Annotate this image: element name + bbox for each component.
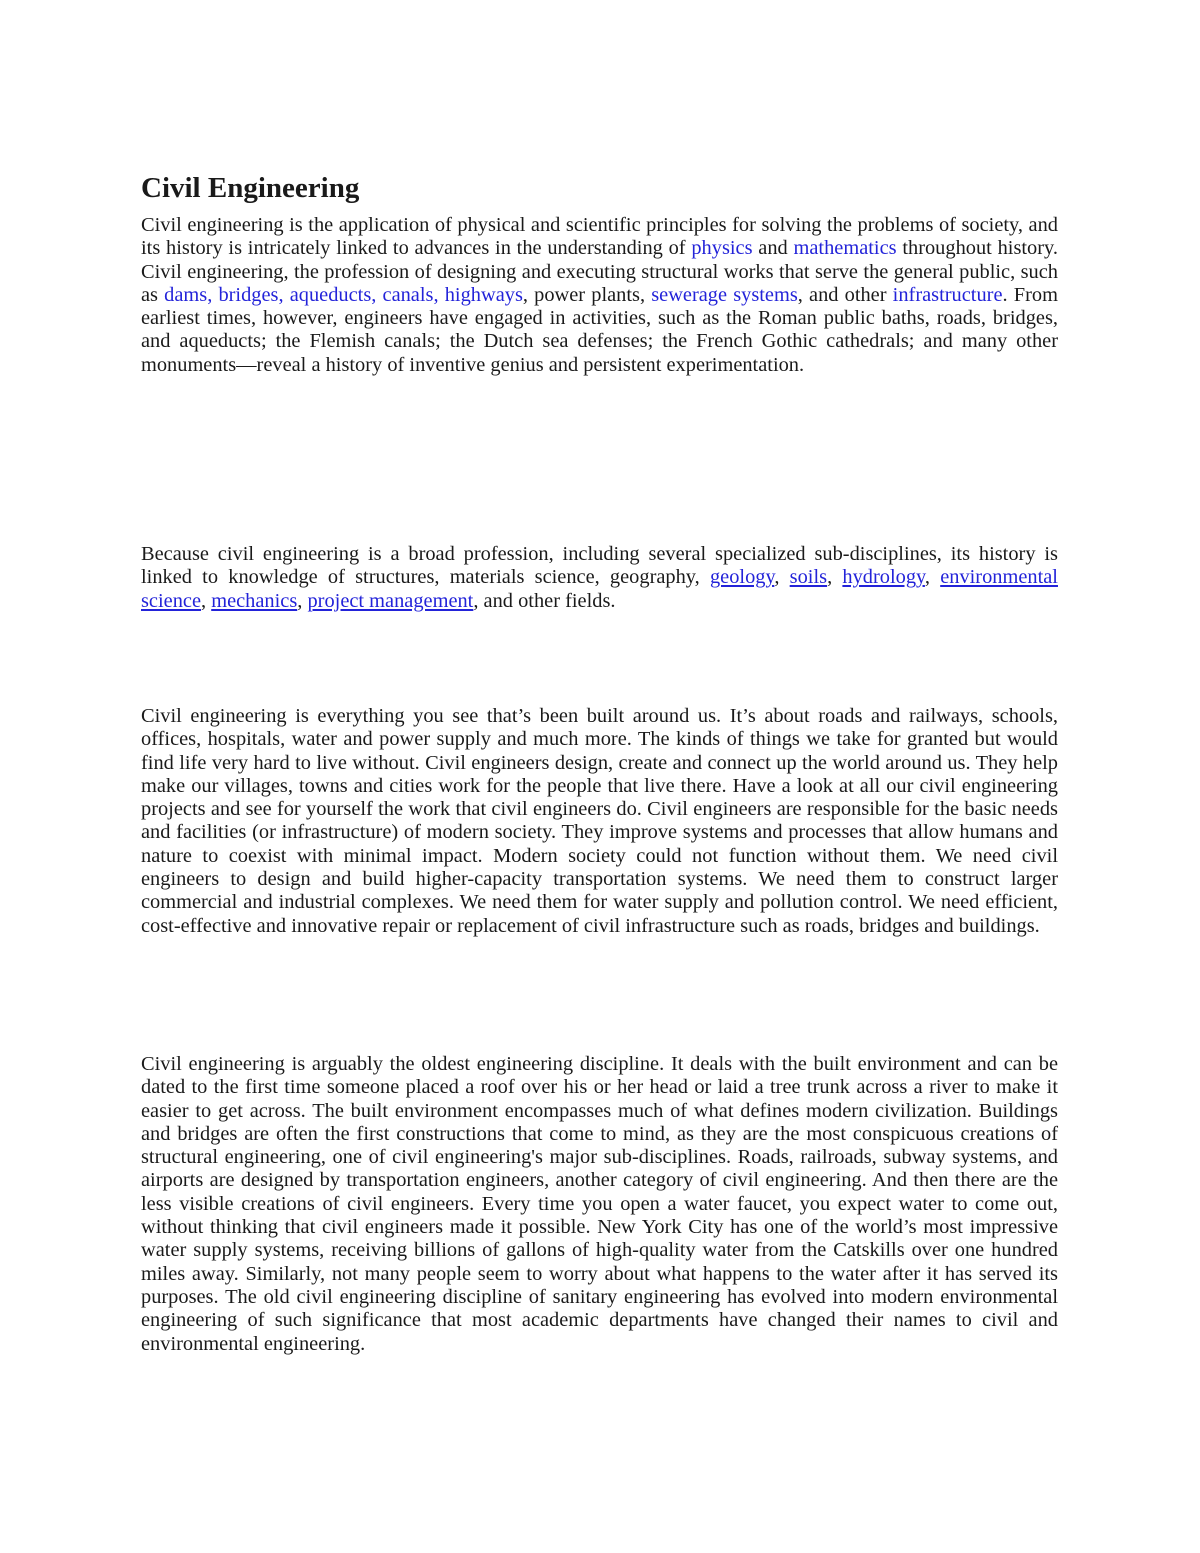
text-run: and: [752, 237, 794, 260]
text-run: , and other fields.: [473, 589, 616, 612]
text-run: ,: [297, 589, 308, 612]
paragraph-subdisciplines: [141, 543, 1058, 613]
link-bridges[interactable]: bridges: [218, 283, 279, 306]
text-run: . From earliest times, however, engineers have engaged in activities, such as the Roman public baths, roads, bridges, and aqueducts; the Flemish canals; the Dutch sea defenses; the French Gothic cathedrals; and many other monuments—reveal a history of inventive genius and persistent experimentation.: [141, 283, 1058, 376]
text-run: ,: [827, 566, 843, 589]
link-canals[interactable]: canals: [382, 283, 434, 306]
link-project-management[interactable]: project management: [307, 589, 474, 612]
link-physics[interactable]: physics: [691, 237, 753, 260]
link-separator: ,: [371, 283, 383, 306]
text-run: Civil engineering is the application of physical and scientific principles for solving the problems of society, and its history is intricately linked to advances in the understanding of: [141, 214, 1058, 260]
paragraph-intro: [141, 214, 1058, 377]
text-run: ,: [774, 566, 790, 589]
link-sewerage-systems[interactable]: sewerage systems: [651, 283, 798, 306]
link-mathematics[interactable]: mathematics: [793, 237, 897, 260]
text-run: ,: [924, 566, 941, 589]
link-dams[interactable]: dams: [164, 283, 208, 306]
link-highways[interactable]: highways: [444, 283, 523, 306]
text-run: , power plants,: [522, 283, 652, 306]
paragraph-built-environment: Civil engineering is everything you see that’s been built around us. It’s about roads and railways, schools, offices, hospitals, water and power supply and much more. The kinds of things we take for granted but would find life very hard to live without. Civil engineers design, create and connect up the world around us. They help make our villages, towns and cities work for the people that live there. Have a look at all our civil engineering projects and see for yourself the work that civil engineers do. Civil engineers are responsible for the basic needs and facilities (or infrastructure) of modern society. They improve systems and processes that allow humans and nature to coexist with minimal impact. Modern society could not function without them. We need civil engineers to design and build higher-capacity transportation systems. We need them to construct larger commercial and industrial complexes. We need them for water supply and pollution control. We need efficient, cost-effective and innovative repair or replacement of civil infrastructure such as roads, bridges and buildings.: [141, 705, 1058, 937]
text-run: Because civil engineering is a broad profession, including several specialized sub-disciplines, its history is linked to knowledge of structures, materials science, geography,: [141, 543, 1058, 589]
link-environmental-science[interactable]: environmental science: [141, 566, 1058, 612]
link-geology[interactable]: geology: [709, 566, 775, 589]
link-infrastructure[interactable]: infrastructure: [892, 283, 1003, 306]
text-run: ,: [201, 589, 212, 612]
link-aqueducts[interactable]: aqueducts: [289, 283, 372, 306]
text-run: throughout history. Civil engineering, the profession of designing and executing structural works that serve the general public, such as: [141, 237, 1058, 306]
link-separator: ,: [433, 283, 445, 306]
link-soils[interactable]: soils: [789, 566, 828, 589]
page-title: Civil Engineering: [141, 172, 360, 204]
paragraph-oldest-discipline: Civil engineering is arguably the oldest engineering discipline. It deals with the built environment and can be dated to the first time someone placed a roof over his or her head or laid a tree trunk across a river to make it easier to get across. The built environment encompasses much of what defines modern civilization. Buildings and bridges are often the first constructions that come to mind, as they are the most conspicuous creations of structural engineering, one of civil engineering's major sub-disciplines. Roads, railroads, subway systems, and airports are designed by transportation engineers, another category of civil engineering. And then there are the less visible creations of civil engineers. Every time you open a water faucet, you expect water to come out, without thinking that civil engineers made it possible. New York City has one of the world’s most impressive water supply systems, receiving billions of gallons of high-quality water from the Catskills over one hundred miles away. Similarly, not many people seem to worry about what happens to the water after it has served its purposes. The old civil engineering discipline of sanitary engineering has evolved into modern environmental engineering of such significance that most academic departments have changed their names to civil and environmental engineering.: [141, 1053, 1058, 1355]
link-separator: ,: [207, 283, 219, 306]
link-hydrology[interactable]: hydrology: [842, 566, 925, 589]
link-mechanics[interactable]: mechanics: [211, 589, 298, 612]
link-separator: ,: [278, 283, 290, 306]
text-run: , and other: [797, 283, 893, 306]
